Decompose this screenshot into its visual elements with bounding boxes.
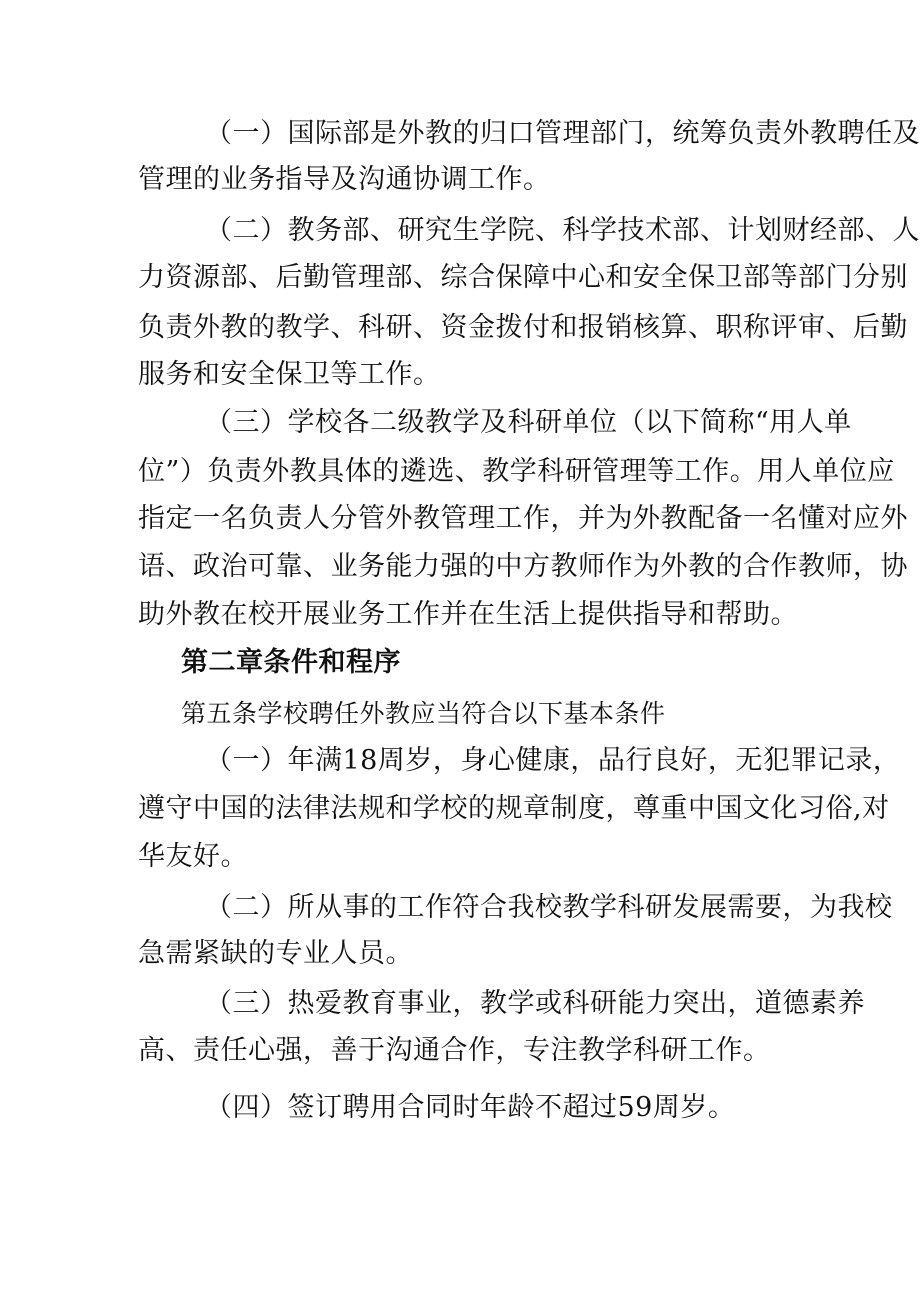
p2-line4: 服务和安全保卫等工作。 xyxy=(138,359,441,390)
condition-3-line1: （三）热爱教育事业，教学或科研能力突出，道德素养 xyxy=(205,988,865,1019)
p3-line4: 语、政治可靠、业务能力强的中方教师作为外教的合作教师，协 xyxy=(138,551,908,582)
p2-line1: （二）教务部、研究生学院、科学技术部、计划财经部、人 xyxy=(205,215,920,246)
p2-line2: 力资源部、后勤管理部、综合保障中心和安全保卫部等部门分别 xyxy=(138,262,908,293)
chapter-heading: 第二章条件和程序 xyxy=(181,647,401,678)
p2-line3: 负责外教的教学、科研、资金拨付和报销核算、职称评审、后勤 xyxy=(138,312,908,343)
condition-1-line2: 遵守中国的法律法规和学校的规章制度，尊重中国文化习俗,对 xyxy=(138,793,890,824)
p3-line5: 助外教在校开展业务工作并在生活上提供指导和帮助。 xyxy=(138,599,798,630)
condition-4-line1: （四）签订聘用合同时年龄不超过59周岁。 xyxy=(205,1092,736,1123)
p1-line2: 管理的业务指导及沟通协调工作。 xyxy=(138,164,551,195)
condition-2-line1: （二）所从事的工作符合我校教学科研发展需要，为我校 xyxy=(205,892,893,923)
p1-line1: （一）国际部是外教的归口管理部门，统筹负责外教聘任及 xyxy=(205,118,920,149)
condition-1-line1: （一）年满18周岁，身心健康，品行良好，无犯罪记录， xyxy=(205,745,901,776)
condition-1-line3: 华友好。 xyxy=(138,841,248,872)
condition-2-line2: 急需紧缺的专业人员。 xyxy=(138,938,413,969)
condition-3-line2: 高、责任心强，善于沟通合作，专注教学科研工作。 xyxy=(138,1035,771,1066)
p3-line1: （三）学校各二级教学及科研单位（以下简称“用人单 xyxy=(205,407,852,438)
p3-line2: 位”）负责外教具体的遴选、教学科研管理等工作。用人单位应 xyxy=(138,456,895,487)
article-title: 第五条学校聘任外教应当符合以下基本条件 xyxy=(181,699,666,728)
p3-line3: 指定一名负责人分管外教管理工作，并为外教配备一名懂对应外 xyxy=(138,503,908,534)
